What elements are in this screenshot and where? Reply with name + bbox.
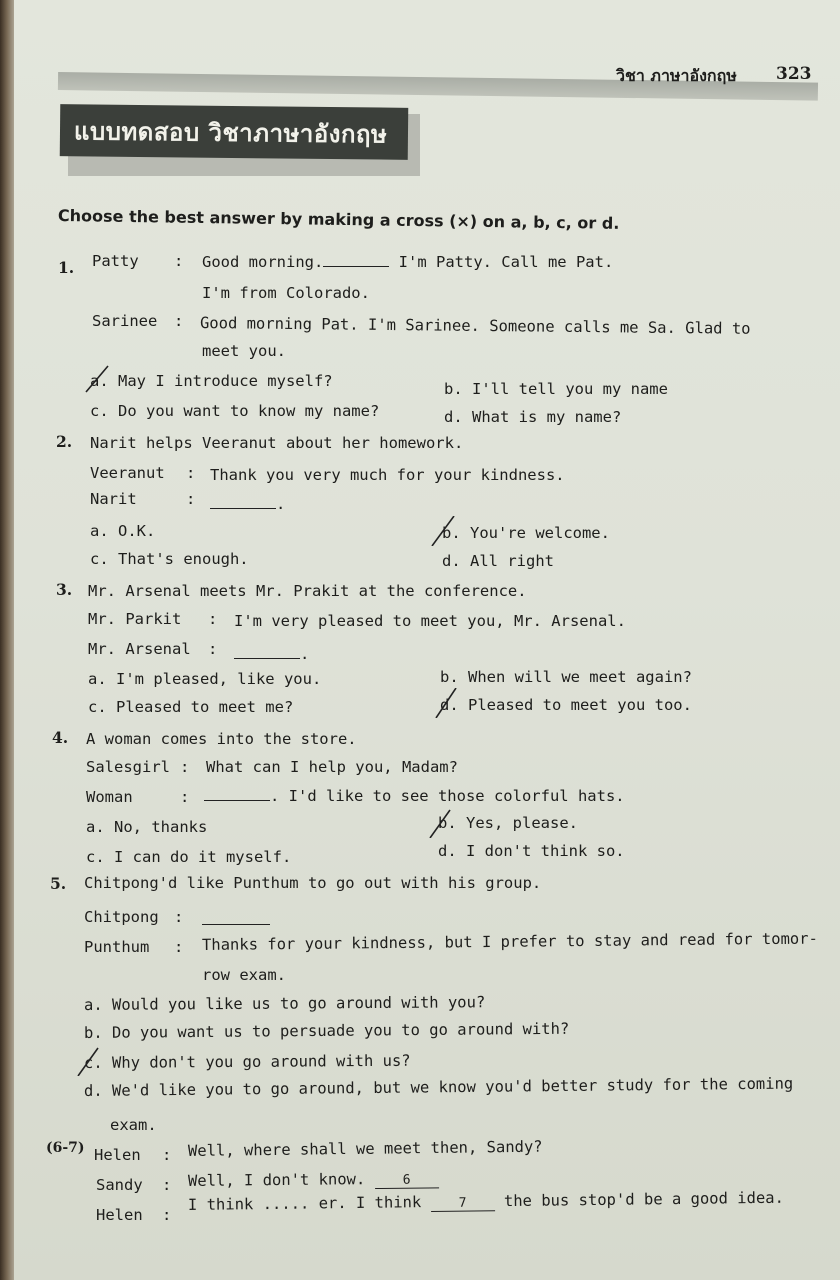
q1-line-3: Good morning Pat. I'm Sarinee. Someone calls me Sa. Glad to bbox=[199, 314, 751, 338]
q5-option-a: a. Would you like us to go around with you? bbox=[83, 993, 486, 1014]
q67-speaker-2: Sandy bbox=[96, 1176, 143, 1194]
q67-number: (6-7) bbox=[46, 1140, 85, 1156]
q4-option-a: a. No, thanks bbox=[86, 818, 208, 836]
colon: : bbox=[208, 610, 218, 628]
q3-option-c: c. Pleased to meet me? bbox=[88, 698, 294, 716]
colon: : bbox=[162, 1206, 172, 1224]
colon: : bbox=[180, 758, 190, 776]
q1-option-d: d. What is my name? bbox=[444, 408, 622, 426]
q67-speaker-3: Helen bbox=[96, 1206, 143, 1224]
colon: : bbox=[174, 252, 184, 270]
q67-line-3b: the bus stop'd be a good idea. bbox=[503, 1188, 785, 1211]
q5-option-d-cont: exam. bbox=[110, 1116, 157, 1134]
q1-option-a: a. May I introduce myself? bbox=[90, 372, 333, 390]
q2-line-1: Thank you very much for your kindness. bbox=[210, 466, 565, 484]
colon: : bbox=[174, 312, 184, 330]
q3-number: 3. bbox=[56, 580, 73, 599]
q5-option-d: d. We'd like you to go around, but we know you'd better study for the coming bbox=[83, 1074, 794, 1100]
q67-line-3a: I think ..... er. I think bbox=[187, 1193, 422, 1214]
q1-speaker-2: Sarinee bbox=[92, 312, 158, 330]
period: . bbox=[300, 645, 310, 663]
colon: : bbox=[180, 788, 190, 806]
q3-option-a: a. I'm pleased, like you. bbox=[88, 670, 322, 688]
q5-option-b: b. Do you want us to persuade you to go around with? bbox=[83, 1019, 570, 1042]
q2-option-d: d. All right bbox=[442, 552, 554, 570]
colon: : bbox=[186, 490, 196, 508]
q1-line-1a: Good morning. bbox=[202, 253, 324, 271]
q4-intro: A woman comes into the store. bbox=[86, 730, 357, 748]
q5-blank bbox=[202, 910, 270, 929]
q1-line-1b: I'm Patty. Call me Pat. bbox=[389, 253, 614, 271]
q1-number: 1. bbox=[58, 258, 75, 277]
q2-option-a: a. O.K. bbox=[90, 522, 156, 540]
q2-option-c: c. That's enough. bbox=[90, 550, 249, 568]
q1-option-b: b. I'll tell you my name bbox=[444, 380, 668, 398]
q2-speaker-1: Veeranut bbox=[90, 464, 165, 482]
instruction: Choose the best answer by making a cross (×) on a, b, c, or d. bbox=[57, 206, 620, 233]
q5-number: 5. bbox=[50, 874, 67, 893]
q4-speaker-2: Woman bbox=[86, 788, 133, 806]
q2-speaker-2: Narit bbox=[90, 490, 137, 508]
period: . bbox=[276, 495, 286, 513]
q4-option-c: c. I can do it myself. bbox=[86, 848, 292, 866]
q4-line-2 bbox=[204, 786, 625, 805]
answer-blank bbox=[323, 252, 389, 267]
q4-number: 4. bbox=[52, 728, 69, 747]
answer-blank bbox=[234, 644, 300, 659]
q4-option-d: d. I don't think so. bbox=[438, 842, 625, 860]
q3-speaker-2: Mr. Arsenal bbox=[88, 640, 191, 658]
q5-speaker-2: Punthum bbox=[84, 938, 150, 956]
answer-blank bbox=[210, 494, 276, 509]
q4-speaker-1: Salesgirl bbox=[86, 758, 170, 776]
colon: : bbox=[162, 1146, 172, 1164]
q3-blank bbox=[234, 644, 309, 663]
answer-blank bbox=[202, 910, 270, 925]
q67-blank-7: 7 bbox=[431, 1195, 495, 1212]
q1-speaker-1: Patty bbox=[92, 252, 139, 270]
page-number: 323 bbox=[776, 64, 812, 84]
colon: : bbox=[174, 938, 184, 956]
q3-option-d: d. Pleased to meet you too. bbox=[440, 696, 692, 714]
q5-speaker-1: Chitpong bbox=[84, 908, 159, 926]
q5-line-1: Thanks for your kindness, but I prefer to stay and read for tomor- bbox=[201, 929, 818, 954]
colon: : bbox=[186, 464, 196, 482]
colon: : bbox=[162, 1176, 172, 1194]
q3-speaker-1: Mr. Parkit bbox=[88, 610, 182, 628]
q5-intro: Chitpong'd like Punthum to go out with his group. bbox=[84, 874, 542, 892]
q2-blank bbox=[210, 494, 285, 513]
q4-line-1: What can I help you, Madam? bbox=[206, 758, 458, 776]
q1-line-2: I'm from Colorado. bbox=[202, 284, 370, 302]
page-title: แบบทดสอบ วิชาภาษาอังกฤษ bbox=[60, 104, 409, 160]
q1-option-c: c. Do you want to know my name? bbox=[90, 402, 380, 420]
q67-line-2 bbox=[188, 1169, 439, 1191]
answer-blank bbox=[204, 786, 270, 801]
q67-line-2-text: Well, I don't know. bbox=[187, 1170, 366, 1190]
q2-intro: Narit helps Veeranut about her homework. bbox=[90, 434, 464, 452]
q2-number: 2. bbox=[56, 432, 73, 451]
q4-line-2-text: . I'd like to see those colorful hats. bbox=[270, 787, 625, 805]
q4-option-b: b. Yes, please. bbox=[438, 814, 578, 832]
q2-option-b: b. You're welcome. bbox=[442, 524, 610, 542]
colon: : bbox=[208, 640, 218, 658]
q67-line-1: Well, where shall we meet then, Sandy? bbox=[187, 1137, 543, 1160]
q3-line-1: I'm very pleased to meet you, Mr. Arsenal. bbox=[234, 612, 626, 630]
header-subject: วิชา ภาษาอังกฤษ bbox=[616, 66, 737, 85]
q3-option-b: b. When will we meet again? bbox=[440, 668, 692, 686]
q3-intro: Mr. Arsenal meets Mr. Prakit at the conference. bbox=[88, 582, 527, 600]
q67-blank-6: 6 bbox=[375, 1172, 439, 1189]
colon: : bbox=[174, 908, 184, 926]
q1-line-1 bbox=[202, 252, 613, 271]
q67-speaker-1: Helen bbox=[94, 1146, 141, 1164]
q5-option-c: c. Why don't you go around with us? bbox=[83, 1051, 411, 1072]
q5-line-2: row exam. bbox=[202, 966, 286, 984]
q1-line-4: meet you. bbox=[202, 342, 286, 360]
